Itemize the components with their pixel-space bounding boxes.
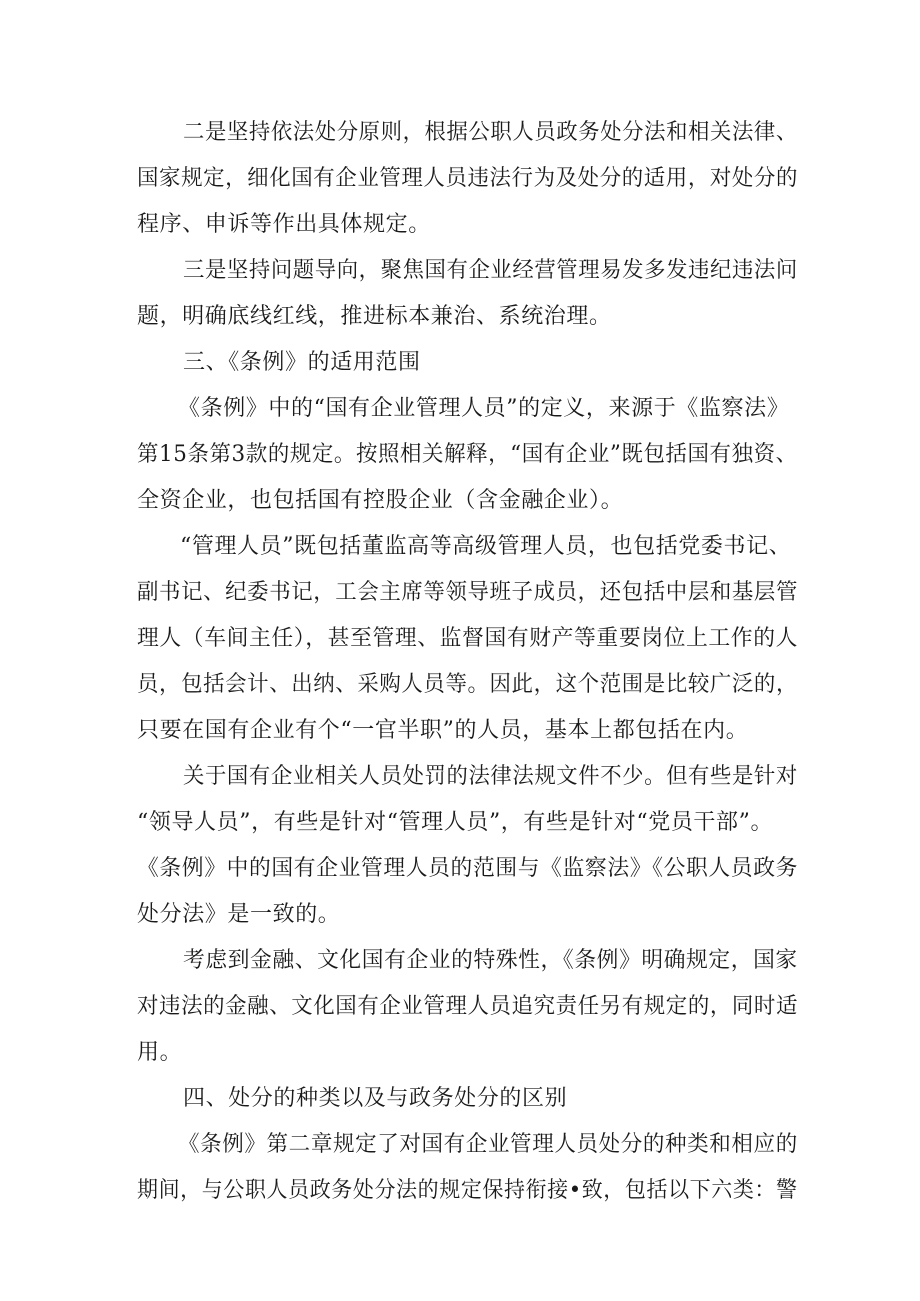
paragraph-scope-managers-line-5: 只要在国有企业有个“一官半职”的人员，基本上都包括在内。 xyxy=(137,718,749,743)
paragraph-scope-definition-line-3: 全资企业，也包括国有控股企业（含金融企业）。 xyxy=(137,488,624,513)
paragraph-scope-special-line-3: 用。 xyxy=(137,1040,183,1065)
section-heading-scope: 三、《条例》的适用范围 xyxy=(183,350,421,375)
paragraph-scope-special-line-2: 对违法的金融、文化国有企业管理人员追究责任另有规定的，同时适 xyxy=(137,994,798,1019)
paragraph-sanction-types-line-2: 期间，与公职人员政务处分法的规定保持衔接•致，包括以下六类：警 xyxy=(137,1178,798,1203)
paragraph-principle-3-line-1: 三是坚持问题导向，聚焦国有企业经营管理易发多发违纪违法问 xyxy=(183,258,798,283)
section-heading-sanctions: 四、处分的种类以及与政务处分的区别 xyxy=(183,1086,568,1111)
paragraph-sanction-types-line-1: 《条例》第二章规定了对国有企业管理人员处分的种类和相应的 xyxy=(178,1132,798,1157)
paragraph-principle-2-line-3: 程序、申诉等作出具体规定。 xyxy=(137,212,431,237)
paragraph-principle-2-line-2: 国家规定，细化国有企业管理人员违法行为及处分的适用，对处分的 xyxy=(137,166,798,191)
paragraph-scope-special-line-1: 考虑到金融、文化国有企业的特殊性，《条例》明确规定，国家 xyxy=(183,948,798,973)
paragraph-scope-definition-line-1: 《条例》中的“国有企业管理人员”的定义，来源于《监察法》 xyxy=(178,396,790,421)
paragraph-scope-laws-line-1: 关于国有企业相关人员处罚的法律法规文件不少。但有些是针对 xyxy=(183,764,798,789)
paragraph-scope-managers-line-2: 副书记、纪委书记，工会主席等领导班子成员，还包括中层和基层管 xyxy=(137,580,798,605)
paragraph-scope-managers-line-1: “管理人员”既包括董监高等高级管理人员，也包括党委书记、 xyxy=(180,534,792,559)
paragraph-scope-definition-line-2: 第15条第3款的规定。按照相关解释，“国有企业”既包括国有独资、 xyxy=(137,442,798,467)
paragraph-scope-managers-line-4: 员，包括会计、出纳、采购人员等。因此，这个范围是比较广泛的， xyxy=(137,672,798,697)
paragraph-principle-2-line-1: 二是坚持依法处分原则，根据公职人员政务处分法和相关法律、 xyxy=(183,120,798,145)
paragraph-principle-3-line-2: 题，明确底线红线，推进标本兼治、系统治理。 xyxy=(137,304,612,329)
paragraph-scope-laws-line-3: 《条例》中的国有企业管理人员的范围与《监察法》《公职人员政务 xyxy=(137,856,799,881)
paragraph-scope-managers-line-3: 理人（车间主任），甚至管理、监督国有财产等重要岗位上工作的人 xyxy=(137,626,799,651)
paragraph-scope-laws-line-2: “领导人员”，有些是针对“管理人员”，有些是针对“党员干部”。 xyxy=(137,810,774,835)
paragraph-scope-laws-line-4: 处分法》是一致的。 xyxy=(137,902,341,927)
